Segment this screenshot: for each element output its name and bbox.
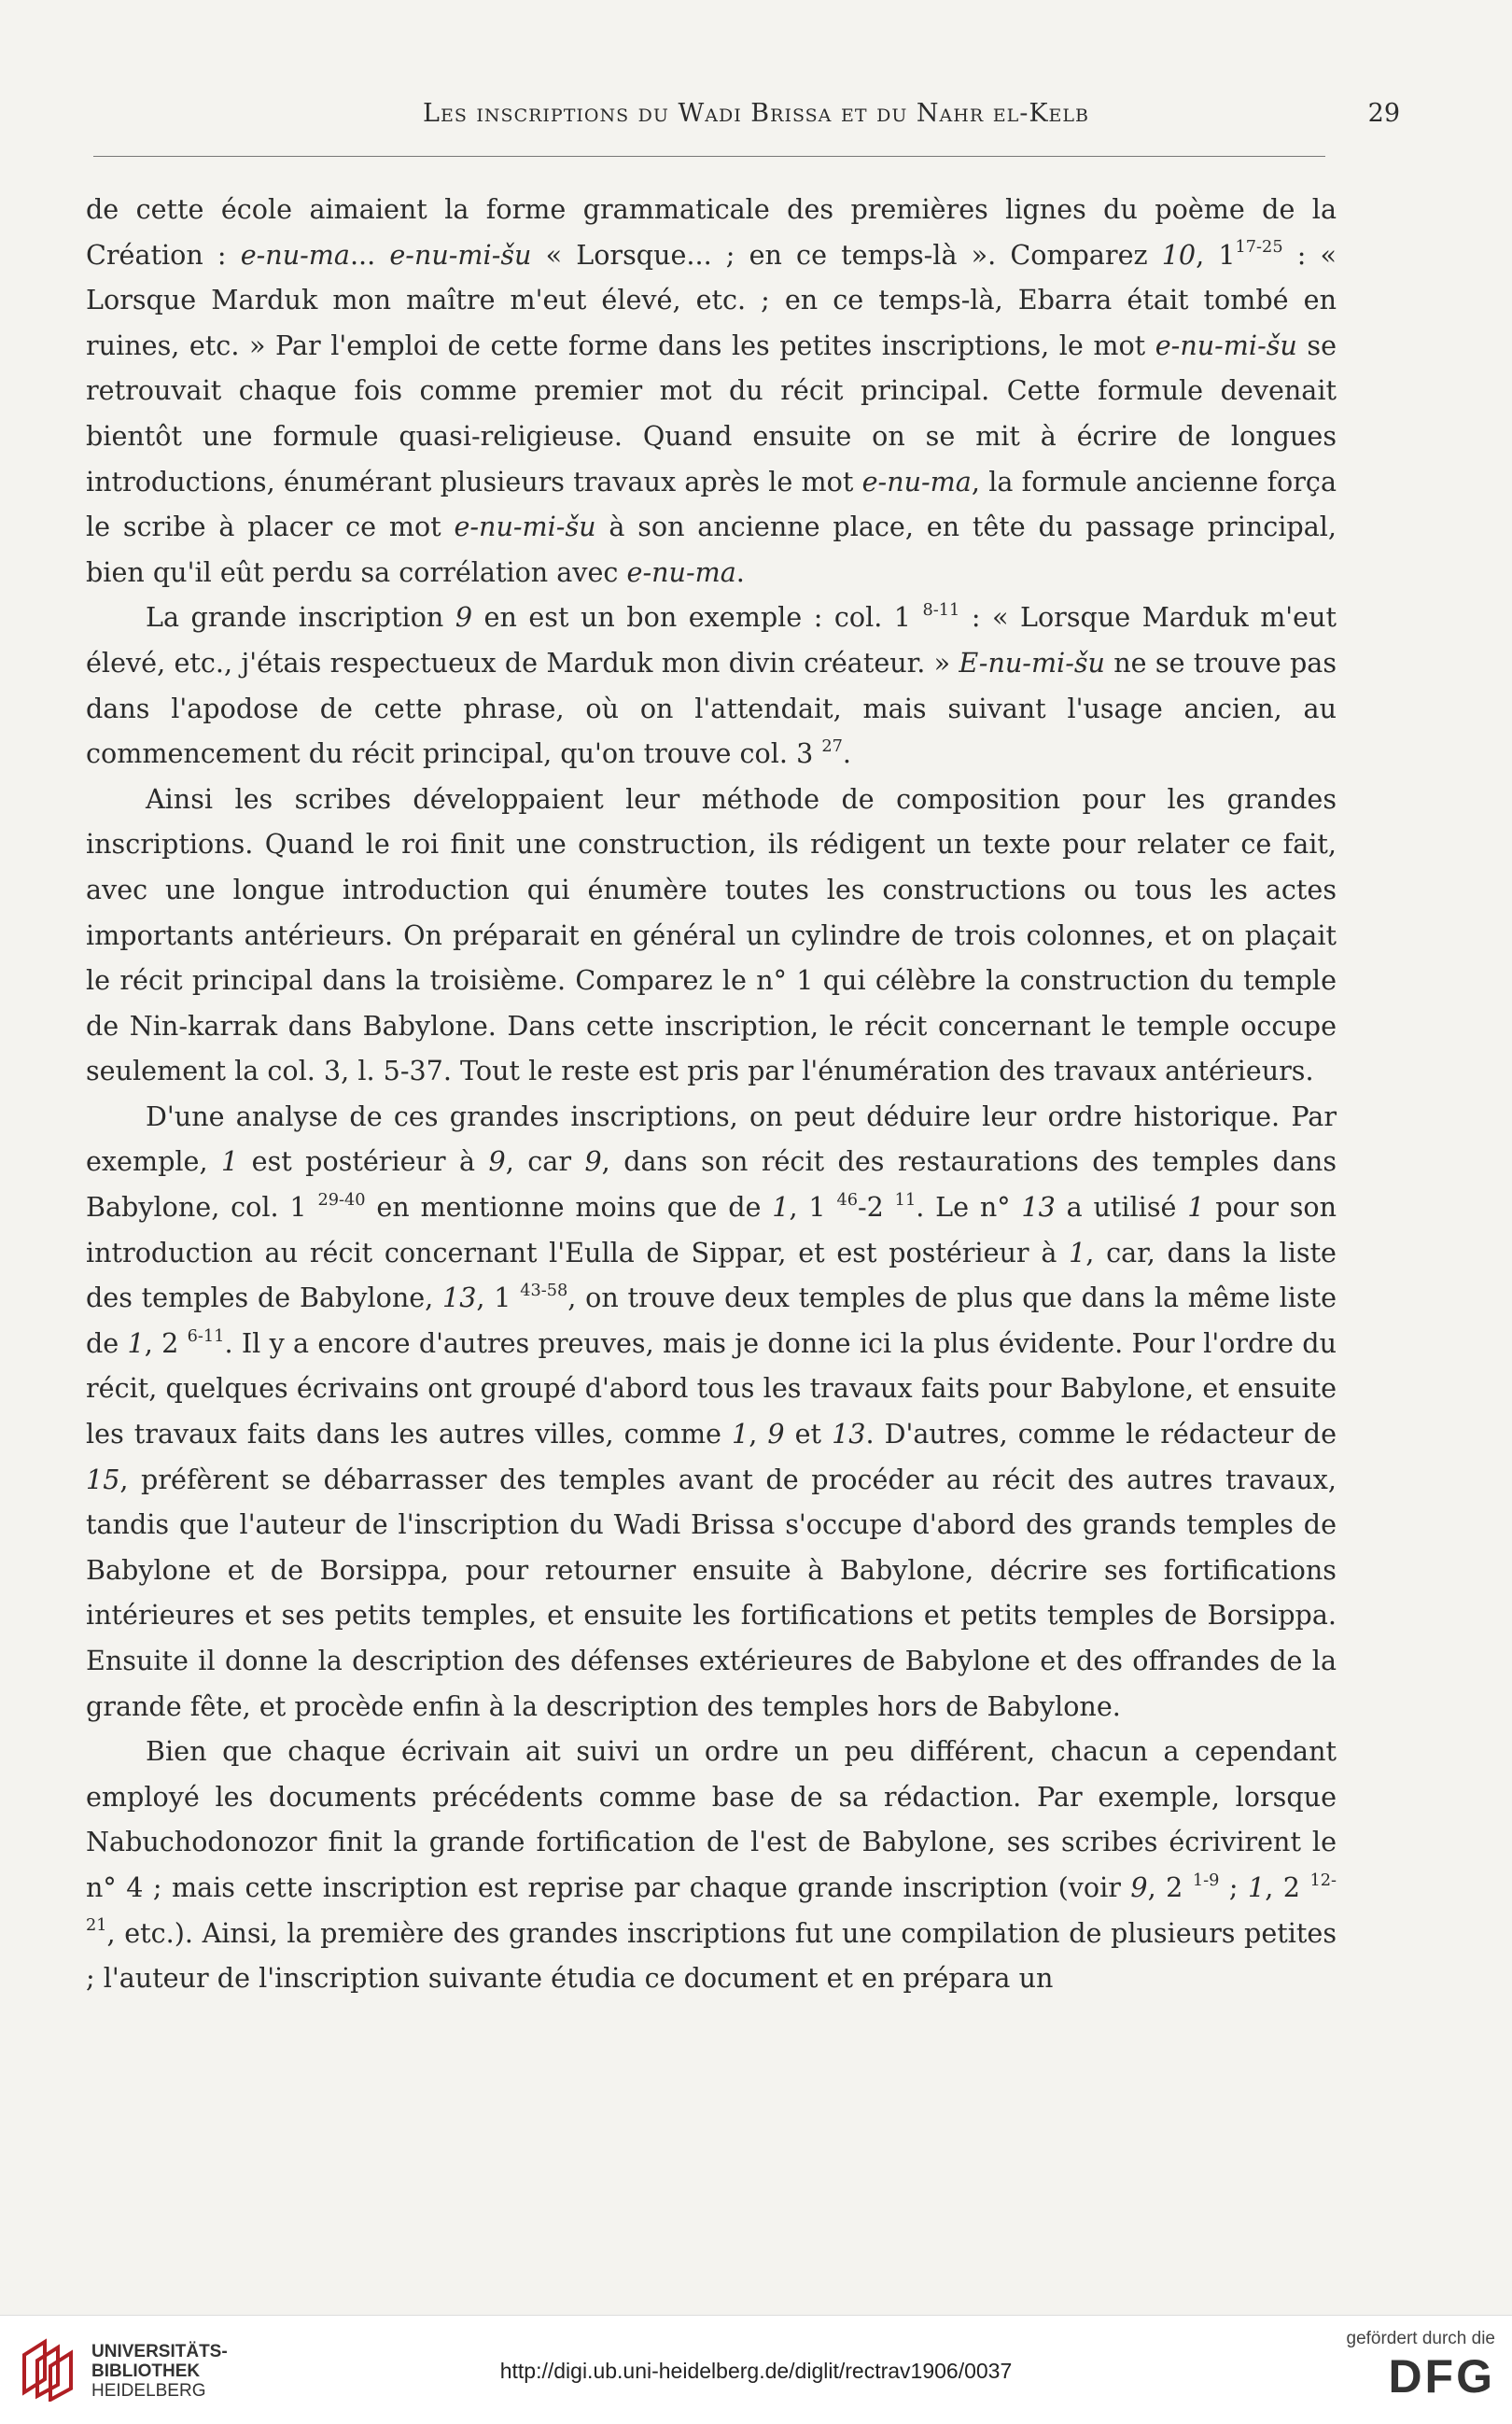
running-title: Les inscriptions du Wadi Brissa et du Nahr el-Kelb: [423, 99, 1089, 128]
line-reference-sup: 29-40: [317, 1190, 366, 1210]
line-reference-sup: 46: [836, 1190, 858, 1210]
italic-run: 10: [1161, 238, 1197, 271]
paragraph: [86, 777, 1337, 1094]
text-run: ;: [1219, 1871, 1249, 1903]
italic-run: 13: [442, 1282, 477, 1314]
source-url-link[interactable]: http://digi.ub.uni-heidelberg.de/diglit/rectrav1906/0037: [499, 2359, 1013, 2383]
line-reference-sup: 17-25: [1235, 238, 1283, 258]
text-run: . D'autres, comme le rédacteur de: [865, 1418, 1337, 1450]
italic-run: 9: [584, 1145, 602, 1178]
text-run: et: [784, 1418, 833, 1450]
line-reference-sup: 27: [821, 736, 843, 756]
italic-run: 1: [772, 1191, 790, 1224]
text-run: , on trouve deux temples de plus que dans la même liste de: [86, 1282, 1337, 1359]
italic-run: 9: [488, 1145, 506, 1178]
line-reference-sup: 1-9: [1192, 1871, 1220, 1890]
library-name-line2: BIBLIOTHEK: [91, 2361, 201, 2381]
text-run: en mentionne moins que de: [365, 1191, 773, 1224]
text-run: , 1: [1196, 238, 1236, 271]
text-run: , 2: [1265, 1871, 1310, 1903]
italic-run: e-nu-mi-šu: [389, 238, 532, 271]
text-run: , la formule ancienne força le scribe à placer ce mot: [86, 465, 1337, 543]
text-run: de cette école aimaient la forme grammaticale des premières lignes du poème de la Création :: [86, 193, 1337, 271]
library-name-line1: UNIVERSITÄTS-: [91, 2342, 228, 2361]
italic-run: 9: [455, 601, 473, 634]
running-head: [86, 99, 1426, 136]
italic-run: 1: [732, 1418, 749, 1450]
italic-run: e-nu-ma: [240, 238, 350, 271]
library-name-line3: HEIDELBERG: [91, 2381, 206, 2401]
digitization-footer: [0, 2315, 1512, 2424]
italic-run: e-nu-ma: [626, 555, 736, 588]
italic-run: 9: [1130, 1871, 1148, 1903]
text-run: , préfèrent se débarrasser des temples avant de procéder au récit des autres travaux, tandis que l'auteur de l'inscription du Wadi Brissa s'occupe d'abord des grands temples de Babylone et de Borsippa, pour retourner ensuite à Babylone, décrire ses fortifications intérieures et ses petits temples, et ensuite les fortifications et petits temples de Borsippa. Ensuite il donne la description des défenses extérieures de Babylone et des offrandes de la grande fête, et procède enfin à la description des temples hors de Babylone.: [86, 1463, 1337, 1722]
text-run: a utilisé: [1055, 1191, 1188, 1224]
italic-run: 13: [1021, 1191, 1056, 1224]
italic-run: 1: [127, 1326, 145, 1359]
italic-run: 1: [1069, 1236, 1086, 1268]
text-run: , 2: [1147, 1871, 1193, 1903]
italic-run: 15: [86, 1463, 120, 1495]
text-run: ...: [349, 238, 390, 271]
paragraph: [86, 1729, 1337, 2001]
text-run: , car, dans la liste des temples de Babylone,: [86, 1236, 1337, 1314]
text-run: , 1: [789, 1191, 837, 1224]
italic-run: e-nu-mi-šu: [1155, 329, 1297, 361]
italic-run: e-nu-ma: [861, 465, 972, 497]
text-run: : « Lorsque Marduk mon maître m'eut élevé, etc. ; en ce temps-là, Ebarra était tombé en ruines, etc. » Par l'emploi de cette forme dans les petites inscriptions, le mot: [86, 238, 1337, 361]
text-run: , etc.). Ainsi, la première des grandes inscriptions fut une compilation de plusieurs petites ; l'auteur de l'inscription suivante étudia ce document et en prépara un: [86, 1916, 1337, 1995]
body-text: [86, 187, 1337, 2001]
text-run: .: [735, 555, 745, 588]
text-run: est postérieur à: [238, 1145, 489, 1178]
text-run: en est un bon exemple : col. 1: [472, 601, 923, 634]
text-run: , dans son récit des restaurations des temples dans Babylone, col. 1: [86, 1145, 1337, 1224]
text-run: , 2: [144, 1326, 188, 1359]
italic-run: 1: [221, 1145, 239, 1178]
italic-run: e-nu-mi-šu: [454, 511, 596, 543]
paragraph: [86, 187, 1337, 595]
italic-run: 13: [832, 1418, 866, 1450]
header-rule: [93, 156, 1325, 157]
text-run: à son ancienne place, en tête du passage principal, bien qu'il eût perdu sa corrélation avec: [86, 511, 1337, 588]
text-run: .: [842, 737, 851, 770]
funder-block: [1327, 2329, 1495, 2403]
text-run: « Lorsque... ; en ce temps-là ». Comparez: [531, 238, 1162, 271]
text-run: . Le n°: [916, 1191, 1022, 1224]
text-run: : « Lorsque Marduk m'eut élevé, etc., j'étais respectueux de Marduk mon divin créateur. »: [86, 601, 1337, 679]
italic-run: E-nu-mi-šu: [959, 646, 1105, 679]
text-run: ,: [749, 1418, 768, 1450]
page-number: 29: [1367, 99, 1400, 128]
text-run: -2: [857, 1191, 895, 1224]
text-run: ne se trouve pas dans l'apodose de cette phrase, où on l'attendait, mais suivant l'usage ancien, au commencement du récit principal, qu'on trouve col. 3: [86, 646, 1337, 770]
text-run: Bien que chaque écrivain ait suivi un ordre un peu différent, chacun a cependant employé les documents précédents comme base de sa rédaction. Par exemple, lorsque Nabuchodonozor finit la grande fortification de l'est de Babylone, ses scribes écrivirent le n° 4 ; mais cette inscription est reprise par chaque grande inscription (voir: [86, 1735, 1337, 1903]
line-reference-sup: 43-58: [520, 1281, 568, 1300]
funder-caption: gefördert durch die: [1346, 2329, 1495, 2348]
text-run: Ainsi les scribes développaient leur méthode de composition pour les grandes inscriptions. Quand le roi finit une construction, ils rédigent un texte pour relater ce fait, avec une longue introduction qui énumère toutes les constructions ou tous les actes importants antérieurs. On préparait en général un cylindre de trois colonnes, et on plaçait le récit principal dans la troisième. Comparez le n° 1 qui célèbre la construction du temple de Nin-karrak dans Babylone. Dans cette inscription, le récit concernant le temple occupe seulement la col. 3, l. 5-37. Tout le reste est pris par l'énumération des travaux antérieurs.: [86, 782, 1337, 1087]
text-run: , car: [505, 1145, 585, 1178]
line-reference-sup: 8-11: [922, 601, 960, 621]
text-run: La grande inscription: [146, 601, 455, 634]
line-reference-sup: 11: [894, 1190, 917, 1210]
paragraph: [86, 1094, 1337, 1729]
text-run: pour son introduction au récit concernant l'Eulla de Sippar, et est postérieur à: [86, 1191, 1337, 1268]
text-run: . Il y a encore d'autres preuves, mais je donne ici la plus évidente. Pour l'ordre du récit, quelques écrivains ont groupé d'abord tous les travaux faits pour Babylone, et ensuite les travaux faits dans les autres villes, comme: [86, 1326, 1337, 1450]
text-run: se retrouvait chaque fois comme premier mot du récit principal. Cette formule devenait bientôt une formule quasi-religieuse. Quand ensuite on se mit à écrire de longues introductions, énumérant plusieurs travaux après le mot: [86, 329, 1337, 497]
dfg-logo: DFG: [1388, 2350, 1495, 2403]
line-reference-sup: 12-21: [86, 1871, 1337, 1936]
paragraph: [86, 595, 1337, 776]
text-run: D'une analyse de ces grandes inscriptions, on peut déduire leur ordre historique. Par exemple,: [86, 1100, 1337, 1178]
italic-run: 9: [767, 1418, 785, 1450]
italic-run: 1: [1187, 1191, 1205, 1224]
italic-run: 1: [1248, 1871, 1266, 1903]
line-reference-sup: 6-11: [187, 1326, 225, 1346]
text-run: , 1: [476, 1282, 521, 1314]
